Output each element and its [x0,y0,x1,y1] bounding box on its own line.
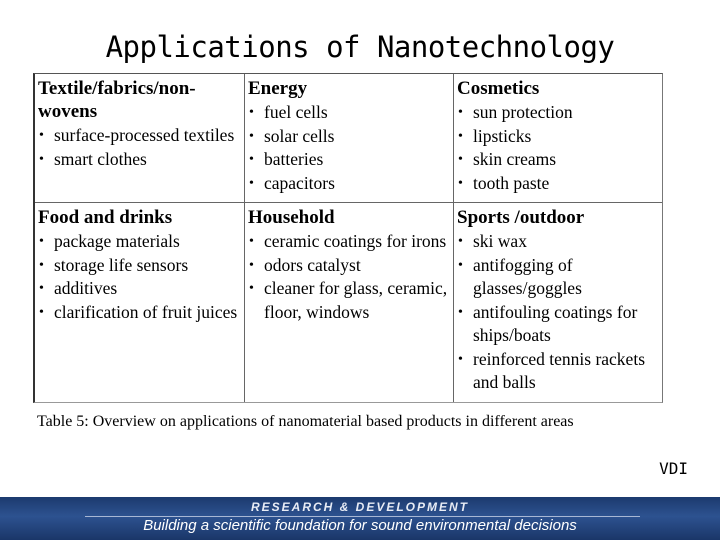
bullet-icon: • [39,281,44,296]
list-item-text: reinforced tennis rackets and balls [473,348,646,392]
list-item [457,348,662,395]
list-item-text: antifouling coatings for ships/boats [473,301,638,345]
list-item [248,125,453,149]
list-item-text: smart clothes [54,148,147,169]
list-item [248,277,453,324]
bullet-icon: • [39,257,44,273]
list-item-text: capacitors [264,172,335,193]
category-heading: Household [248,207,335,228]
bullet-icon: • [249,152,254,167]
bullet-icon: • [458,257,463,273]
category-heading: Food and drinks [38,207,173,228]
application-list [38,124,244,171]
list-item-text: package materials [54,231,180,251]
list-item [248,172,453,196]
category-heading: Sports /outdoor [457,207,585,228]
footer-heading: RESEARCH & DEVELOPMENT [250,500,470,514]
category-heading: Energy [248,78,308,99]
list-item-text: ceramic coatings for irons [264,231,447,251]
slide-title: Applications of Nanotechnology [105,30,615,64]
list-item-text: sun protection [473,102,573,122]
bullet-icon: • [458,234,463,249]
list-item [38,148,244,172]
list-item [457,125,662,149]
list-item [38,254,244,278]
applications-table [33,73,663,403]
bullet-icon: • [39,128,44,143]
bullet-icon: • [249,234,254,249]
bullet-icon: • [458,304,463,320]
list-item-text: tooth paste [473,172,550,193]
list-item [248,230,453,254]
bullet-icon: • [458,351,463,367]
bullet-icon: • [249,175,254,191]
table-cell [245,203,454,402]
table-cell [454,74,662,203]
bullet-icon: • [249,281,254,296]
list-item [457,148,662,172]
list-item-text: surface-processed textiles [54,125,235,145]
source-label: VDI [659,459,688,478]
footer-tagline: Building a scientific foundation for sound environmental decisions [143,517,577,534]
category-heading: Cosmetics [457,78,540,99]
list-item-text: skin creams [473,149,557,169]
list-item-text: odors catalyst [264,254,361,275]
application-list [457,230,662,395]
table-caption: Table 5: Overview on applications of nanomaterial based products in different areas [37,413,574,430]
bullet-icon: • [39,234,44,249]
table-cell [454,203,662,402]
list-item [457,230,662,254]
application-list [457,101,662,195]
bullet-icon: • [458,128,463,144]
list-item-text: cleaner for glass, ceramic, floor, windows [264,278,448,322]
list-item [248,148,453,172]
bullet-icon: • [249,128,254,144]
list-item-text: storage life sensors [54,254,189,275]
list-item-text: ski wax [473,231,527,251]
application-list [248,101,453,195]
list-item-text: batteries [264,149,324,169]
list-item [38,230,244,254]
bullet-icon: • [249,257,254,273]
bullet-icon: • [39,151,44,167]
category-heading: Textile/fabrics/non-wovens [38,78,196,122]
table-cell [35,203,245,402]
list-item [38,301,244,325]
list-item-text: clarification of fruit juices [54,301,238,322]
list-item-text: antifogging of glasses/goggles [473,254,582,298]
footer-banner [0,497,720,540]
bullet-icon: • [39,304,44,320]
list-item [457,172,662,196]
list-item-text: fuel cells [264,102,328,122]
application-list [38,230,244,324]
list-item-text: lipsticks [473,125,532,146]
table-cell [35,74,245,203]
list-item [38,277,244,301]
list-item [248,254,453,278]
list-item [457,301,662,348]
list-item-text: additives [54,278,118,298]
list-item-text: solar cells [264,125,335,146]
list-item [38,124,244,148]
list-item [248,101,453,125]
list-item [457,101,662,125]
bullet-icon: • [458,175,463,191]
bullet-icon: • [458,105,463,120]
list-item [457,254,662,301]
bullet-icon: • [458,152,463,167]
table-cell [245,74,454,203]
application-list [248,230,453,324]
bullet-icon: • [249,105,254,120]
